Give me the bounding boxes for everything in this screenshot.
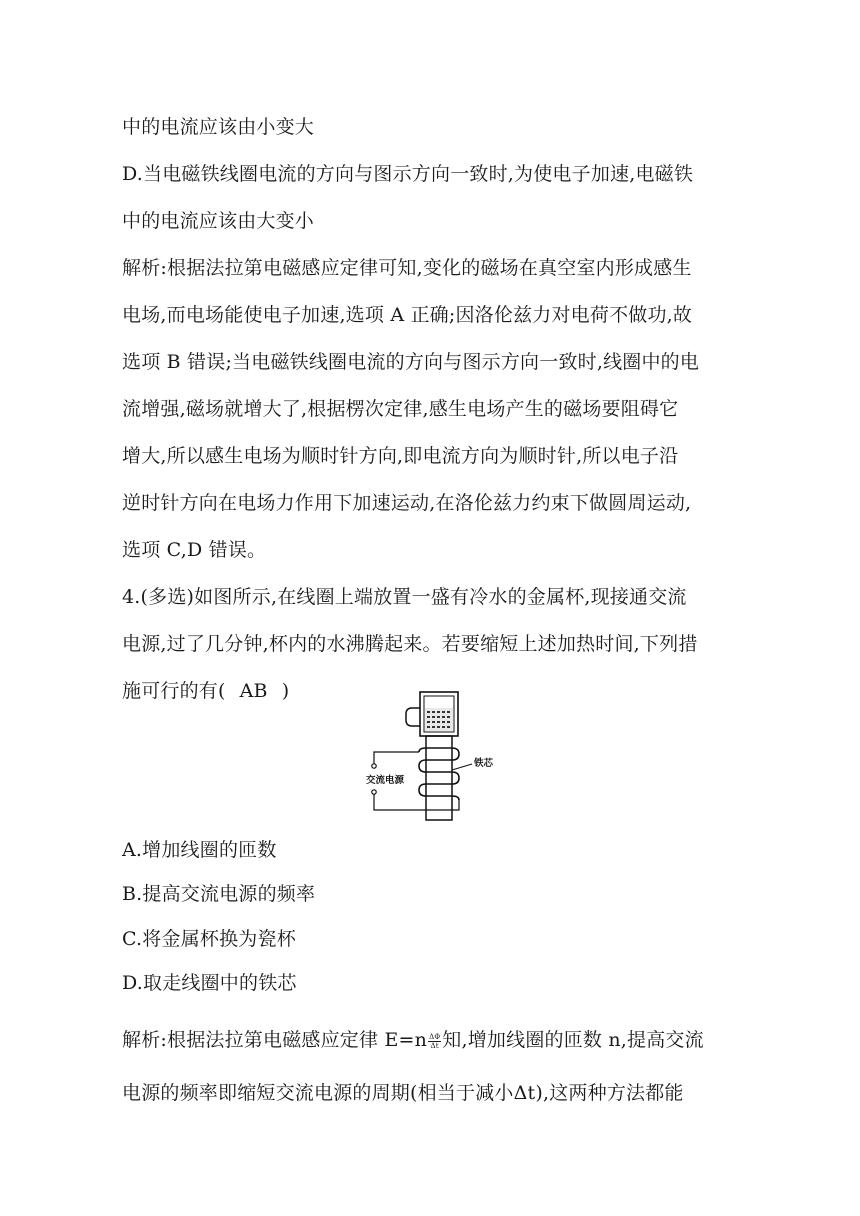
- question-4-line: 4.(多选)如图所示,在线圈上端放置一盛有冷水的金属杯,现接通交流: [122, 586, 687, 608]
- terminal-icon: [372, 764, 376, 768]
- question-4-bracket: ): [281, 680, 290, 702]
- option-c: C.将金属杯换为瓷杯: [122, 928, 296, 950]
- core-leader-line: [452, 764, 472, 770]
- text-line: 中的电流应该由小变大: [122, 116, 315, 138]
- induction-heating-figure: [362, 690, 512, 822]
- analysis-line: 选项 B 错误;当电磁铁线圈电流的方向与图示方向一致时,线圈中的电: [122, 351, 700, 373]
- analysis-4-line: [122, 1028, 704, 1052]
- question-4-stem-end: 施可行的有(: [122, 680, 226, 702]
- analysis-line: 电场,而电场能使电子加速,选项 A 正确;因洛伦兹力对电荷不做功,故: [122, 304, 693, 326]
- ac-source-label: 交流电源: [366, 775, 405, 786]
- fraction-denominator: Δt: [430, 1041, 439, 1050]
- cold-water: [425, 708, 453, 731]
- coil: [419, 748, 459, 800]
- analysis-4-text: 解析:根据法拉第电磁感应定律 E=n: [122, 1029, 428, 1051]
- option-d-line: D.当电磁铁线圈电流的方向与图示方向一致时,为使电子加速,电磁铁: [122, 163, 694, 185]
- analysis-line: 解析:根据法拉第电磁感应定律可知,变化的磁场在真空室内形成感生: [122, 257, 692, 279]
- cup-handle: [406, 708, 420, 726]
- iron-core-label: 铁芯: [474, 758, 494, 769]
- fraction-numerator: ΔΦ: [429, 1032, 441, 1041]
- option-d: D.取走线圈中的铁芯: [122, 972, 297, 994]
- option-b: B.提高交流电源的频率: [122, 883, 316, 905]
- analysis-line: 逆时针方向在电场力作用下加速运动,在洛伦兹力约束下做圆周运动,: [122, 492, 692, 514]
- question-4-answer: AB: [239, 680, 268, 702]
- analysis-line: 增大,所以感生电场为顺时针方向,即电流方向为顺时针,所以电子沿: [122, 445, 679, 467]
- analysis-4-text: 知,增加线圈的匝数 n,提高交流: [442, 1029, 704, 1051]
- question-4-line: [122, 679, 289, 703]
- option-a: A.增加线圈的匝数: [122, 839, 277, 861]
- text-line: 中的电流应该由大变小: [122, 210, 315, 232]
- flux-fraction: [428, 1033, 441, 1050]
- terminal-icon: [372, 790, 376, 794]
- question-4-line: 电源,过了几分钟,杯内的水沸腾起来。若要缩短上述加热时间,下列措: [122, 633, 698, 655]
- analysis-4-line: 电源的频率即缩短交流电源的周期(相当于减小Δt),这两种方法都能: [122, 1082, 684, 1104]
- analysis-line: 选项 C,D 错误。: [122, 539, 267, 561]
- analysis-line: 流增强,磁场就增大了,根据楞次定律,感生电场产生的磁场要阻碍它: [122, 398, 679, 420]
